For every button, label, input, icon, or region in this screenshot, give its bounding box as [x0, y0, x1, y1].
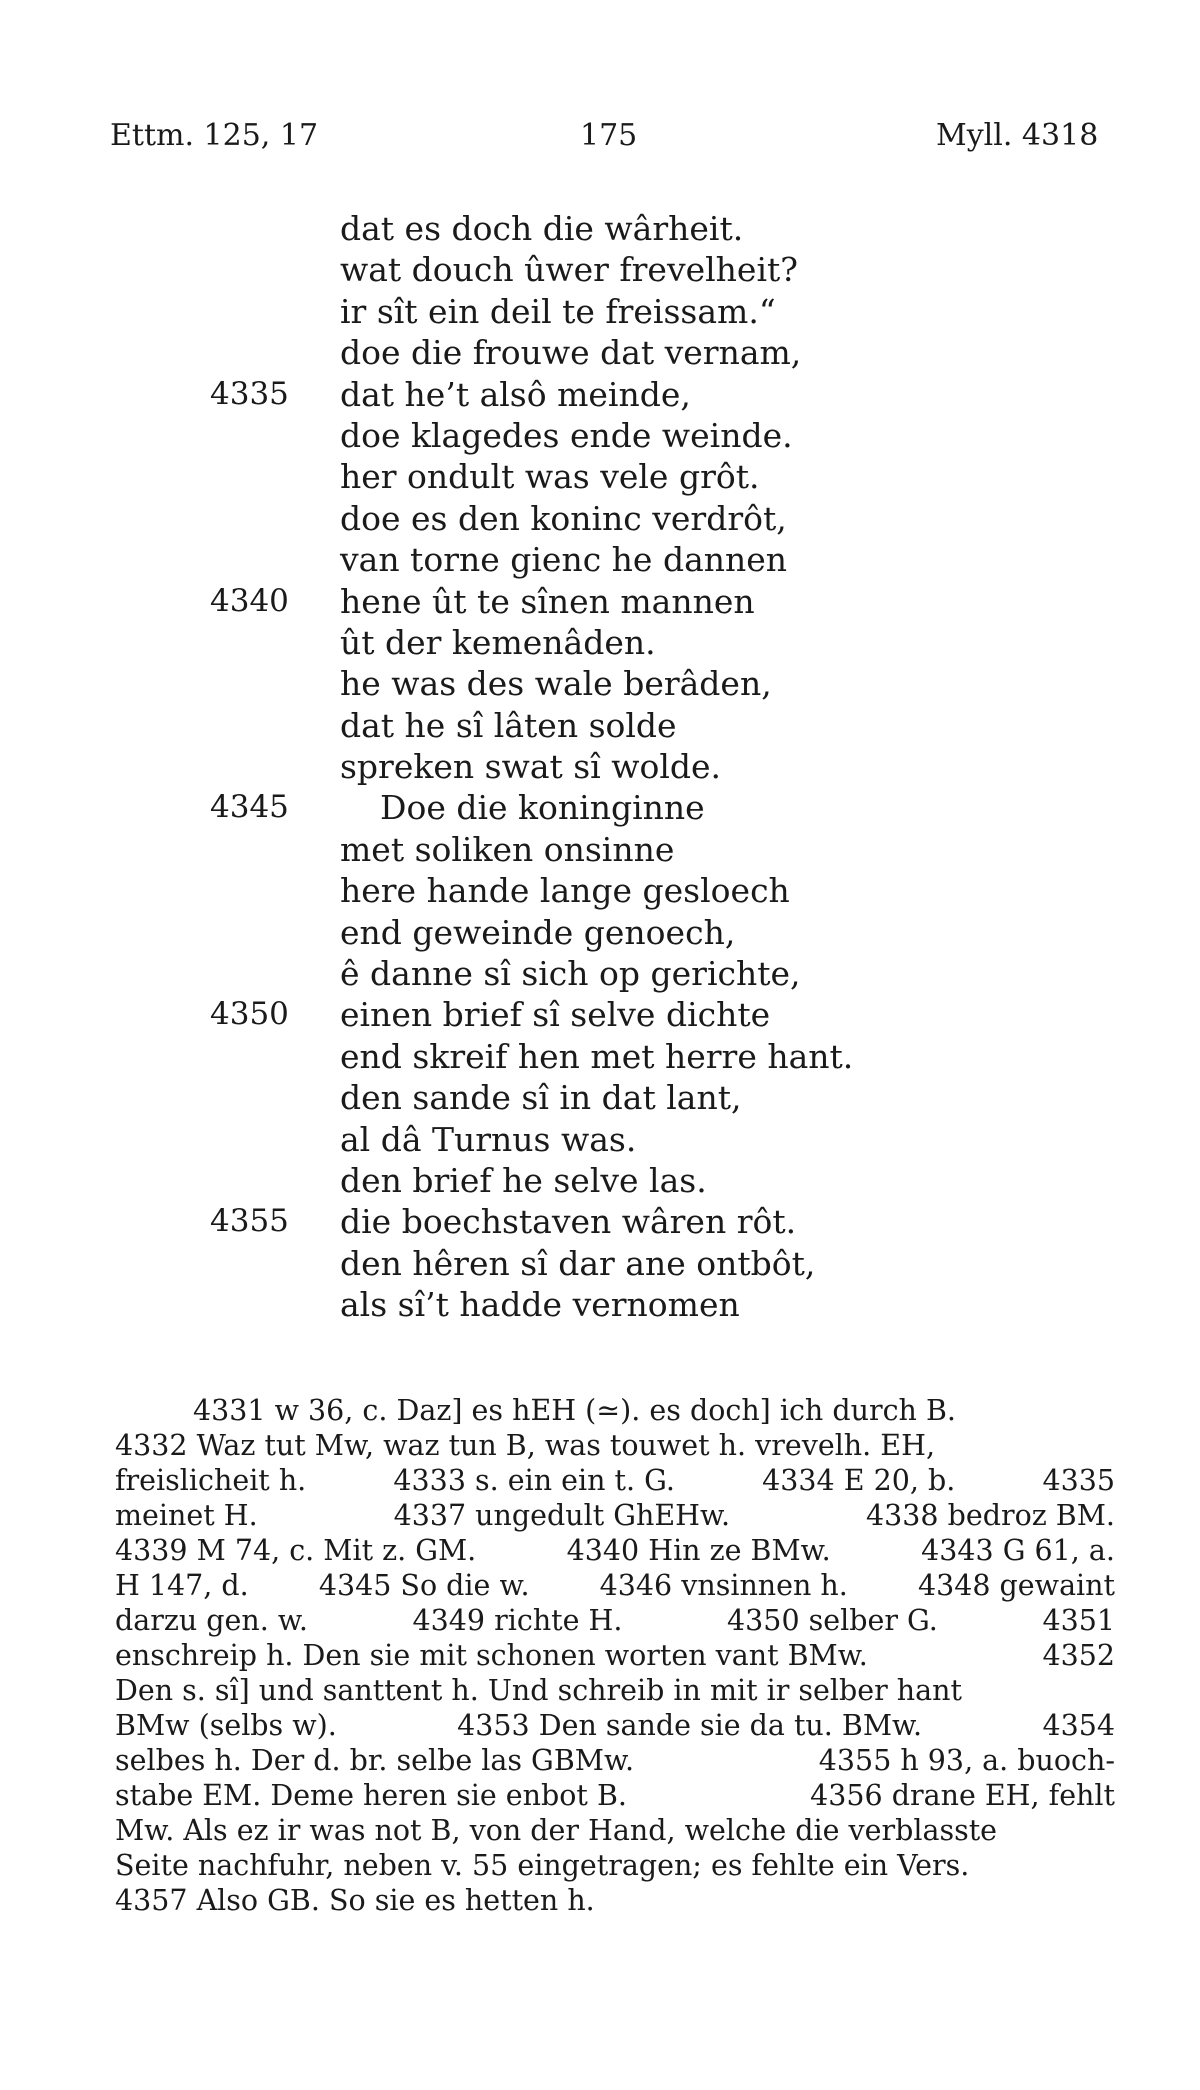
verse-text: den hêren sî dar ane ontbôt, [340, 1243, 816, 1283]
apparatus-line [115, 1813, 1115, 1848]
apparatus-line [115, 1463, 1115, 1498]
verse-line [0, 332, 1200, 373]
verse-line [0, 1119, 1200, 1160]
apparatus-entry: Mw. Als ez ir was not B, von der Hand, welche die verblasste [115, 1814, 998, 1847]
verse-line [0, 291, 1200, 332]
apparatus-line [115, 1638, 1115, 1673]
apparatus-line [115, 1533, 1115, 1568]
apparatus-entry: 4349 richte H. [412, 1604, 623, 1637]
verse-line [0, 415, 1200, 456]
apparatus-entry: Den s. sî] und santtent h. Und schreib in mit ir selber hant [115, 1674, 962, 1707]
page-header [0, 118, 1200, 168]
apparatus-entry: 4339 M 74, c. Mit z. GM. [115, 1534, 477, 1567]
apparatus-entry: BMw (selbs w). [115, 1709, 337, 1742]
verse-line [0, 1201, 1200, 1242]
verse-line [0, 249, 1200, 290]
apparatus-entry: 4352 [1042, 1639, 1115, 1672]
verse-text: met soliken onsinne [340, 829, 675, 869]
apparatus-entry: 4357 Also GB. So sie es hetten h. [115, 1884, 595, 1917]
verse-line [0, 912, 1200, 953]
verse-text: einen brief sî selve dichte [340, 995, 771, 1035]
verse-line [0, 1284, 1200, 1325]
verse-line [0, 581, 1200, 622]
verse-line [0, 994, 1200, 1035]
verse-line [0, 208, 1200, 249]
verse-line [0, 539, 1200, 580]
apparatus-entry: 4356 drane EH, fehlt [810, 1779, 1115, 1812]
apparatus-entry: 4343 G 61, a. [921, 1534, 1115, 1567]
page-number: 175 [580, 118, 638, 153]
verse-text: doe klagedes ende weinde. [340, 415, 793, 455]
apparatus-entry: H 147, d. [115, 1569, 249, 1602]
verse-text: her ondult was vele grôt. [340, 457, 760, 497]
verse-text: al dâ Turnus was. [340, 1119, 637, 1159]
apparatus-entry: 4350 selber G. [727, 1604, 938, 1637]
verse-text: end skreif hen met herre hant. [340, 1036, 854, 1076]
apparatus-entry: stabe EM. Deme heren sie enbot B. [115, 1779, 627, 1812]
apparatus-entry: 4338 bedroz BM. [866, 1499, 1115, 1532]
verse-text: ût der kemenâden. [340, 622, 656, 662]
apparatus-entry: 4334 E 20, b. [762, 1464, 956, 1497]
verse-text: doe die frouwe dat vernam, [340, 333, 802, 373]
verse-line [0, 953, 1200, 994]
header-right-reference: Myll. 4318 [936, 118, 1099, 153]
verse-text: als sî’t hadde vernomen [340, 1285, 740, 1325]
verse-text: van torne gienc he dannen [340, 540, 788, 580]
verse-line [0, 746, 1200, 787]
apparatus-line [115, 1673, 1115, 1708]
critical-apparatus [115, 1393, 1115, 1918]
apparatus-entry: meinet H. [115, 1499, 258, 1532]
apparatus-line [115, 1883, 1115, 1918]
apparatus-entry: 4355 h 93, a. buoch- [818, 1744, 1115, 1777]
verse-text: den sande sî in dat lant, [340, 1078, 742, 1118]
apparatus-entry: enschreip h. Den sie mit schonen worten vant BMw. [115, 1639, 868, 1672]
verse-text: dat es doch die wârheit. [340, 209, 744, 248]
apparatus-entry: 4345 So die w. [318, 1569, 530, 1602]
line-number: 4350 [210, 996, 289, 1033]
apparatus-line [115, 1393, 1115, 1428]
apparatus-entry: 4332 Waz tut Mw, waz tun B, was touwet h. vrevelh. EH, [115, 1429, 936, 1462]
apparatus-line [115, 1603, 1115, 1638]
apparatus-entry: 4351 [1042, 1604, 1115, 1637]
apparatus-line [115, 1428, 1115, 1463]
apparatus-entry: 4354 [1042, 1709, 1115, 1742]
apparatus-entry: selbes h. Der d. br. selbe las GBMw. [115, 1744, 635, 1777]
verse-line [0, 870, 1200, 911]
verse-text: spreken swat sî wolde. [340, 747, 722, 787]
apparatus-line [115, 1743, 1115, 1778]
verse-line [0, 1243, 1200, 1284]
verse-text: ê danne sî sich op gerichte, [340, 954, 801, 994]
verse-line [0, 1160, 1200, 1201]
line-number: 4335 [210, 375, 289, 412]
verse-text: ir sît ein deil te freissam.“ [340, 291, 776, 331]
apparatus-line [115, 1778, 1115, 1813]
verse-text: die boechstaven wâren rôt. [340, 1202, 797, 1242]
verse-line [0, 1077, 1200, 1118]
line-number: 4345 [210, 789, 289, 826]
verse-line [0, 829, 1200, 870]
verse-line [0, 456, 1200, 497]
apparatus-entry: 4340 Hin ze BMw. [566, 1534, 831, 1567]
verse-text: dat he sî lâten solde [340, 705, 677, 745]
apparatus-entry: Seite nachfuhr, neben v. 55 eingetragen; es fehlte ein Vers. [115, 1849, 970, 1882]
apparatus-line [115, 1568, 1115, 1603]
poem-text [0, 208, 1200, 1326]
apparatus-entry: 4335 [1042, 1464, 1115, 1497]
verse-line [0, 705, 1200, 746]
apparatus-line [115, 1708, 1115, 1743]
apparatus-entry: 4333 s. ein ein t. G. [393, 1464, 675, 1497]
verse-line [0, 622, 1200, 663]
line-number: 4340 [210, 582, 289, 619]
verse-text: end geweinde genoech, [340, 912, 736, 952]
apparatus-line [115, 1848, 1115, 1883]
apparatus-entry: 4331 w 36, c. Daz] es hEH (≃). es doch] ich durch B. [193, 1394, 956, 1427]
apparatus-entry: darzu gen. w. [115, 1604, 308, 1637]
line-number: 4355 [210, 1203, 289, 1240]
verse-text: he was des wale berâden, [340, 664, 772, 704]
apparatus-entry: 4353 Den sande sie da tu. BMw. [457, 1709, 923, 1742]
apparatus-line [115, 1498, 1115, 1533]
apparatus-entry: 4348 gewaint [917, 1569, 1115, 1602]
verse-line [0, 498, 1200, 539]
verse-text: dat he’t alsô meinde, [340, 374, 691, 414]
apparatus-entry: freislicheit h. [115, 1464, 307, 1497]
verse-text: wat douch ûwer frevelheit? [340, 250, 798, 290]
apparatus-entry: 4337 ungedult GhEHw. [393, 1499, 731, 1532]
verse-text: Doe die koninginne [380, 788, 705, 828]
verse-line [0, 787, 1200, 828]
verse-line [0, 1036, 1200, 1077]
verse-text: here hande lange gesloech [340, 871, 790, 911]
header-left-reference: Ettm. 125, 17 [110, 118, 319, 153]
verse-line [0, 374, 1200, 415]
verse-text: hene ût te sînen mannen [340, 581, 755, 621]
verse-line [0, 663, 1200, 704]
verse-text: doe es den koninc verdrôt, [340, 498, 787, 538]
apparatus-entry: 4346 vnsinnen h. [599, 1569, 848, 1602]
verse-text: den brief he selve las. [340, 1160, 707, 1200]
